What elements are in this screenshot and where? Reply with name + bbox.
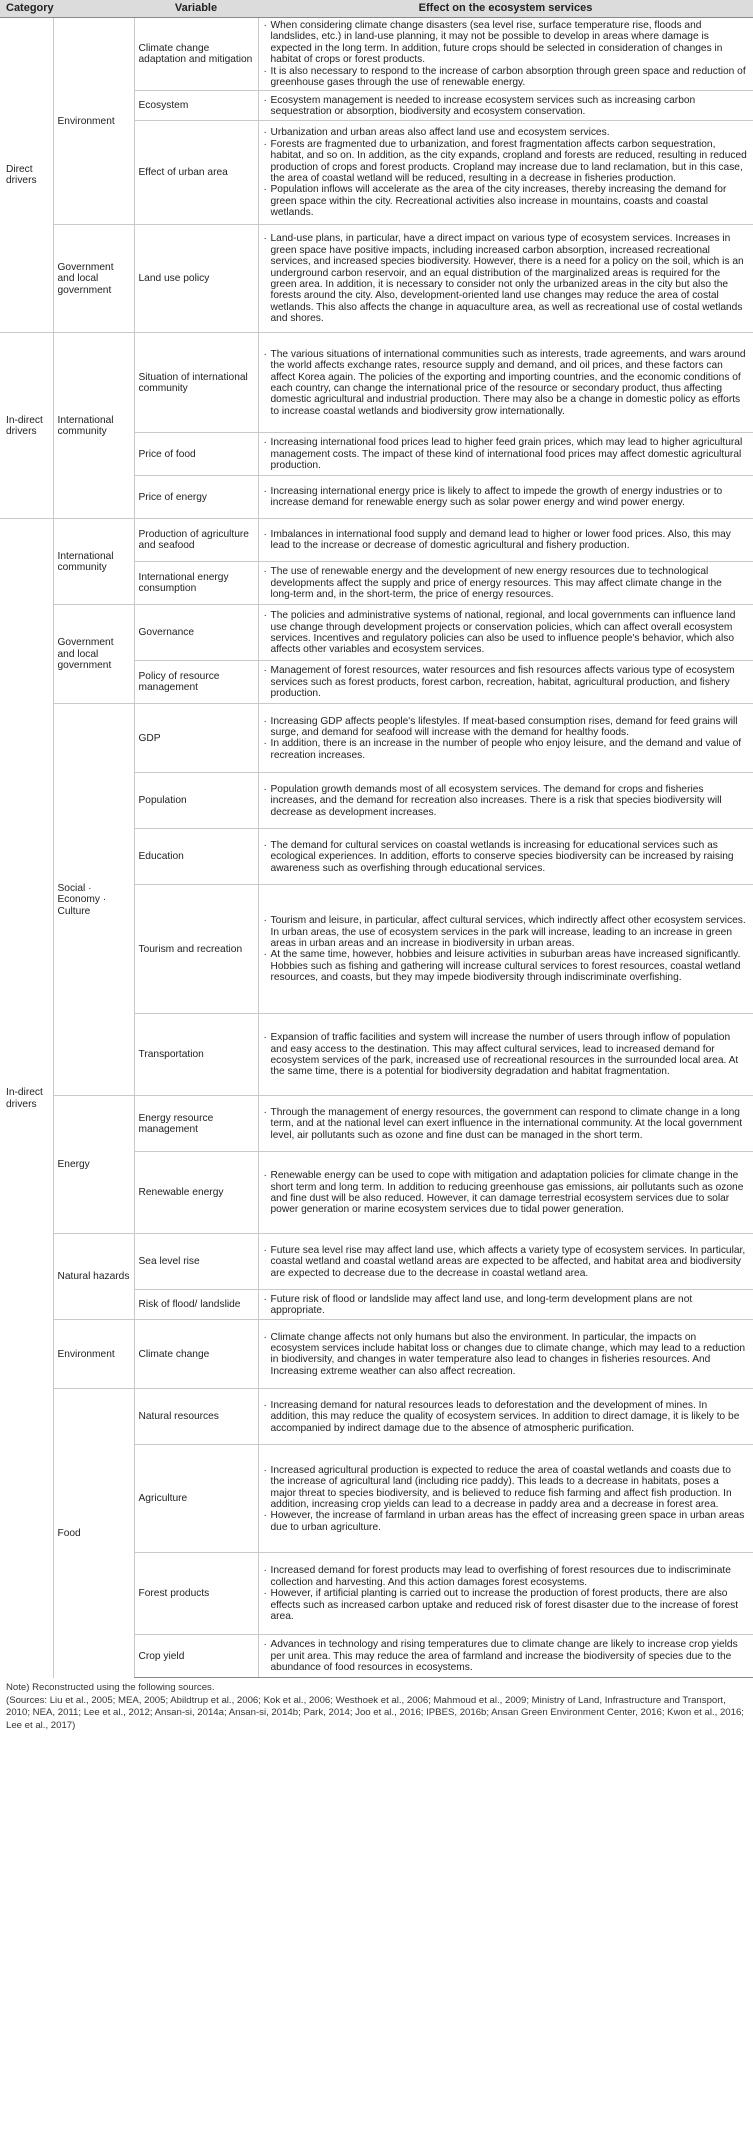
variable-cell: Renewable energy: [134, 1152, 258, 1234]
effect-cell: [258, 121, 753, 225]
effect-cell: [258, 18, 753, 91]
subcategory-environment: Environment: [53, 1320, 134, 1389]
variable-cell: Natural resources: [134, 1389, 258, 1445]
effect-item: · Increased agricultural production is expected to reduce the area of coastal wetlands and coasts due to the increase of agricultural land (including rice paddy). This leads to a decrease in habitats, poses a major threat to species biodiversity, and is believed to reduce fish farming and affect fish production. In addition, increasing crop yields can lead to a decrease in paddy area and a decrease in forest area.: [264, 1465, 748, 1511]
effect-cell: [258, 704, 753, 773]
subcategory-international: International community: [53, 333, 134, 519]
subcategory-energy: Energy: [53, 1096, 134, 1234]
header-effect: Effect on the ecosystem services: [258, 0, 753, 18]
effect-cell: [258, 91, 753, 121]
variable-cell: Population: [134, 773, 258, 829]
table-row: [0, 1234, 753, 1290]
effect-cell: [258, 333, 753, 433]
category-indirect-drivers: In-direct drivers: [0, 519, 53, 1678]
effect-item: · At the same time, however, hobbies and leisure activities in suburban areas have increased significantly. Hobbies such as fishing and gathering will increase cultural services to forest resources, coastal wetland resources, and coasts, but they may impede biodiversity through indiscriminate overfishing.: [264, 949, 748, 983]
table-row: [0, 1096, 753, 1152]
effect-item: · The various situations of international communities such as interests, trade agreements, and wars around the world affects exchange rates, resource supply and demand, and oil prices, and these factors can affect Korea again. The policies of the exporting and importing countries, and the economic conditions of each country, can change the international price of the resource or secondary product, thus affecting domestic agricultural and industrial production. There may also be a change in domestic policy as efforts to increase coastal wetlands and biodiversity grow internationally.: [264, 349, 748, 417]
effect-item: · In addition, there is an increase in the number of people who enjoy leisure, and the demand and value of recreation increases.: [264, 738, 748, 761]
table-row: [0, 519, 753, 562]
effect-item: · Increasing GDP affects people's lifestyles. If meat-based consumption rises, demand for feed grains will surge, and demand for seafood will increase with the demand for healthy foods.: [264, 716, 748, 739]
effect-cell: [258, 433, 753, 476]
variable-cell: Effect of urban area: [134, 121, 258, 225]
effect-cell: [258, 829, 753, 885]
effect-cell: [258, 661, 753, 704]
effect-cell: [258, 225, 753, 333]
variable-cell: Production of agriculture and seafood: [134, 519, 258, 562]
effect-item: · The policies and administrative systems of national, regional, and local governments can influence land use change through development projects or conservation policies, which can affect overall ecosystem services. Incentives and regulatory policies can also be used to influence people's behavior, which also affects other variables and ecosystem services.: [264, 610, 748, 656]
table-row: [0, 605, 753, 661]
variable-cell: Climate change: [134, 1320, 258, 1389]
variable-cell: Price of energy: [134, 476, 258, 519]
effect-cell: [258, 1389, 753, 1445]
effect-item: · Tourism and leisure, in particular, affect cultural services, which indirectly affect other ecosystem services. In urban areas, the use of ecosystem services in the park will increase, leading to an increase in green areas in urban areas and an increase in biodiversity in urban areas.: [264, 915, 748, 949]
effect-item: · Population inflows will accelerate as the area of the city increases, thereby increasing the demand for green space within the city. Recreational activities also increase in mountains, coasts and coastal wetlands.: [264, 184, 748, 218]
effect-item: · Imbalances in international food supply and demand lead to higher or lower food prices. Also, this may lead to the increase or decrease of domestic agricultural and fishery production.: [264, 529, 748, 552]
effect-cell: [258, 1096, 753, 1152]
variable-cell: Sea level rise: [134, 1234, 258, 1290]
table-row: [0, 333, 753, 433]
variable-cell: Ecosystem: [134, 91, 258, 121]
effect-cell: [258, 1234, 753, 1290]
variable-cell: Policy of resource management: [134, 661, 258, 704]
variable-cell: Land use policy: [134, 225, 258, 333]
header-category: Category: [0, 0, 134, 18]
category-indirect-drivers: In-direct drivers: [0, 333, 53, 519]
note-title: Note) Reconstructed using the following sources.: [6, 1682, 215, 1694]
table-row: [0, 18, 753, 91]
variable-cell: Governance: [134, 605, 258, 661]
effect-item: · Advances in technology and rising temperatures due to climate change are likely to increase crop yields per unit area. This may reduce the area of farmland and increase the biodiversity of species due to the abundance of food resources in ecosystems.: [264, 1639, 748, 1673]
variable-cell: Price of food: [134, 433, 258, 476]
table-row: [0, 1320, 753, 1389]
effect-cell: [258, 1014, 753, 1096]
effect-cell: [258, 519, 753, 562]
variable-cell: International energy consumption: [134, 562, 258, 605]
effect-cell: [258, 773, 753, 829]
subcategory-natural-hazards: Natural hazards: [53, 1234, 134, 1320]
effect-item: · Management of forest resources, water resources and fish resources affects various type of ecosystem services such as forest products, forest carbon, recreation, habitat, agricultural production, and fishery production.: [264, 665, 748, 699]
effect-item: · Future risk of flood or landslide may affect land use, and long-term development plans are not appropriate.: [264, 1294, 748, 1317]
variable-cell: GDP: [134, 704, 258, 773]
variable-cell: Situation of international community: [134, 333, 258, 433]
effect-item: · Forests are fragmented due to urbanization, and forest fragmentation affects carbon sequestration, habitat, and so on. In addition, as the city expands, cropland and forests are reduced, resulting in reduced production of crops and forest products. Cropland may increase due to land reclamation, but in this case, the area of coastal wetland will be reduced, resulting in a decrease in fisheries production.: [264, 139, 748, 185]
effect-item: · Urbanization and urban areas also affect land use and ecosystem services.: [264, 127, 748, 138]
subcategory-social-economy-culture: Social · Economy · Culture: [53, 704, 134, 1096]
effect-item: · The demand for cultural services on coastal wetlands is increasing for educational services such as ecological experiences. In addition, efforts to conserve species biodiversity can be increased by raising awareness such as overfishing through educational services.: [264, 840, 748, 874]
table-row: [0, 1389, 753, 1445]
table-row: [0, 704, 753, 773]
effect-item: · Land-use plans, in particular, have a direct impact on various type of ecosystem services. Increases in green space have positive impacts, including increased carbon absorption, increased recreational services, and increased species biodiversity. However, there is a need for a policy on the soil, which is an underground carbon reservoir, and an equal distribution of the marginalized areas is required for the green area. In addition, it is necessary to consider not only the urbanized areas in the city but also the forests around the city. Also, development-oriented land use changes may reduce the area of costal wetlands. This also affects the change in aquaculture area, as well as recreational use of costal wetlands and shores.: [264, 233, 748, 324]
effect-item: · Future sea level rise may affect land use, which affects a variety type of ecosystem services. In particular, coastal wetland and coastal wetland areas are expected to be affected, and habitat area and biodiversity are expected to decrease due to the decrease in coastal wetland area.: [264, 1245, 748, 1279]
source-note: [0, 1678, 753, 1732]
effect-item: · When considering climate change disasters (sea level rise, surface temperature rise, floods and landslides, etc.) in land-use planning, it may not be possible to develop in areas where damage is expected in the long term. In addition, future crops should be selected in consideration of changes in habitat of crops or forest products.: [264, 20, 748, 66]
effect-cell: [258, 1553, 753, 1635]
table-row: [0, 225, 753, 333]
subcategory-food: Food: [53, 1389, 134, 1678]
effect-cell: [258, 1635, 753, 1678]
effect-item: · Climate change affects not only humans but also the environment. In particular, the impacts on ecosystem services include habitat loss or changes due to climate change, which may lead to a reduction in biodiversity, and changes in water temperature also lead to changes in fisheries resources. And Increasing extreme weather can also affect recreation.: [264, 1332, 748, 1378]
effect-cell: [258, 1445, 753, 1553]
effect-cell: [258, 562, 753, 605]
variable-cell: Forest products: [134, 1553, 258, 1635]
effect-item: · Increasing international food prices lead to higher feed grain prices, which may lead to higher agricultural management costs. The impact of these kind of international food prices may affect domestic agricultural production.: [264, 437, 748, 471]
subcategory-environment: Environment: [53, 18, 134, 225]
effect-cell: [258, 1320, 753, 1389]
subcategory-international: International community: [53, 519, 134, 605]
effect-cell: [258, 1290, 753, 1320]
table-header-row: [0, 0, 753, 18]
effect-item: · Increasing demand for natural resources leads to deforestation and the development of mines. In addition, this may reduce the quality of ecosystem services. In addition to direct damage, it is likely to be accompanied by indirect damage due to the absence of atmospheric purification.: [264, 1400, 748, 1434]
effect-cell: [258, 1152, 753, 1234]
effect-item: · Increasing international energy price is likely to affect to impede the growth of energy industries or to increase demand for renewable energy such as solar power energy and wind power energy.: [264, 486, 748, 509]
variable-cell: Energy resource management: [134, 1096, 258, 1152]
subcategory-government: Government and local government: [53, 605, 134, 704]
effect-item: · Population growth demands most of all ecosystem services. The demand for crops and fisheries increases, and the demand for recreation also increases. There is a risk that species biodiversity will decrease as development increases.: [264, 784, 748, 818]
effect-item: · However, the increase of farmland in urban areas has the effect of increasing green space in urban areas due to urban agriculture.: [264, 1510, 748, 1533]
category-direct-drivers: Direct drivers: [0, 18, 53, 333]
variable-cell: Risk of flood/ landslide: [134, 1290, 258, 1320]
header-variable: Variable: [134, 0, 258, 18]
effect-item: · However, if artificial planting is carried out to increase the production of forest products, there are also effects such as increased carbon uptake and reduced risk of forest disaster due to the increase of forest area.: [264, 1588, 748, 1622]
effect-item: · Renewable energy can be used to cope with mitigation and adaptation policies for climate change in the short term and long term. In addition to reducing greenhouse gas emissions, air pollutants such as ozone and fine dust will be also reduced. However, it can damage terrestrial ecosystem services due to solar power generation or marine ecosystem services due to tidal power generation.: [264, 1170, 748, 1216]
effect-item: · Increased demand for forest products may lead to overfishing of forest resources due to indiscriminate collection and harvesting. And this action damages forest ecosystems.: [264, 1565, 748, 1588]
variable-cell: Education: [134, 829, 258, 885]
variable-cell: Crop yield: [134, 1635, 258, 1678]
subcategory-government: Government and local government: [53, 225, 134, 333]
effect-cell: [258, 885, 753, 1014]
effect-item: · Through the management of energy resources, the government can respond to climate change in a long term, and at the national level can exert influence in the international community. At the local government level, air pollutants such as ozone and fine dust can be managed in the short term.: [264, 1107, 748, 1141]
variable-cell: Tourism and recreation: [134, 885, 258, 1014]
variable-cell: Agriculture: [134, 1445, 258, 1553]
effect-item: · Expansion of traffic facilities and system will increase the number of users through inflow of population and easy access to the destination. This may affect cultural services, lead to increased demand for ecosystem services of the park, increased use of recreational resources in the surrounded local area. At the same time, there is a potential for biodiversity degradation and habitat fragmentation.: [264, 1032, 748, 1078]
effect-cell: [258, 605, 753, 661]
effect-item: · It is also necessary to respond to the increase of carbon absorption through green space and reduction of greenhouse gases through the use of renewable energy.: [264, 66, 748, 89]
effect-item: · Ecosystem management is needed to increase ecosystem services such as increasing carbon sequestration or absorption, biodiversity and ecosystem conservation.: [264, 95, 748, 118]
variable-cell: Climate change adaptation and mitigation: [134, 18, 258, 91]
note-sources: (Sources: Liu et al., 2005; MEA, 2005; Abildtrup et al., 2006; Kok et al., 2006; Westhoek et al., 2006; Mahmoud et al., 2009; Ministry of Land, Infrastructure and Transport, 2010; NEA, 2011; Lee et al., 2012; Ansan-si, 2014a; Ansan-si, 2014b; Park, 2014; Joo et al., 2016; IPBES, 2016b; Ansan Green Environment Center, 2016; Kwon et al., 2016; Lee et al., 2017): [6, 1694, 744, 1731]
effect-cell: [258, 476, 753, 519]
effect-item: · The use of renewable energy and the development of new energy resources due to technological developments affect the supply and price of energy resources. This may affect climate change in the long-term and, in the short-term, the price of energy resources.: [264, 566, 748, 600]
variable-cell: Transportation: [134, 1014, 258, 1096]
